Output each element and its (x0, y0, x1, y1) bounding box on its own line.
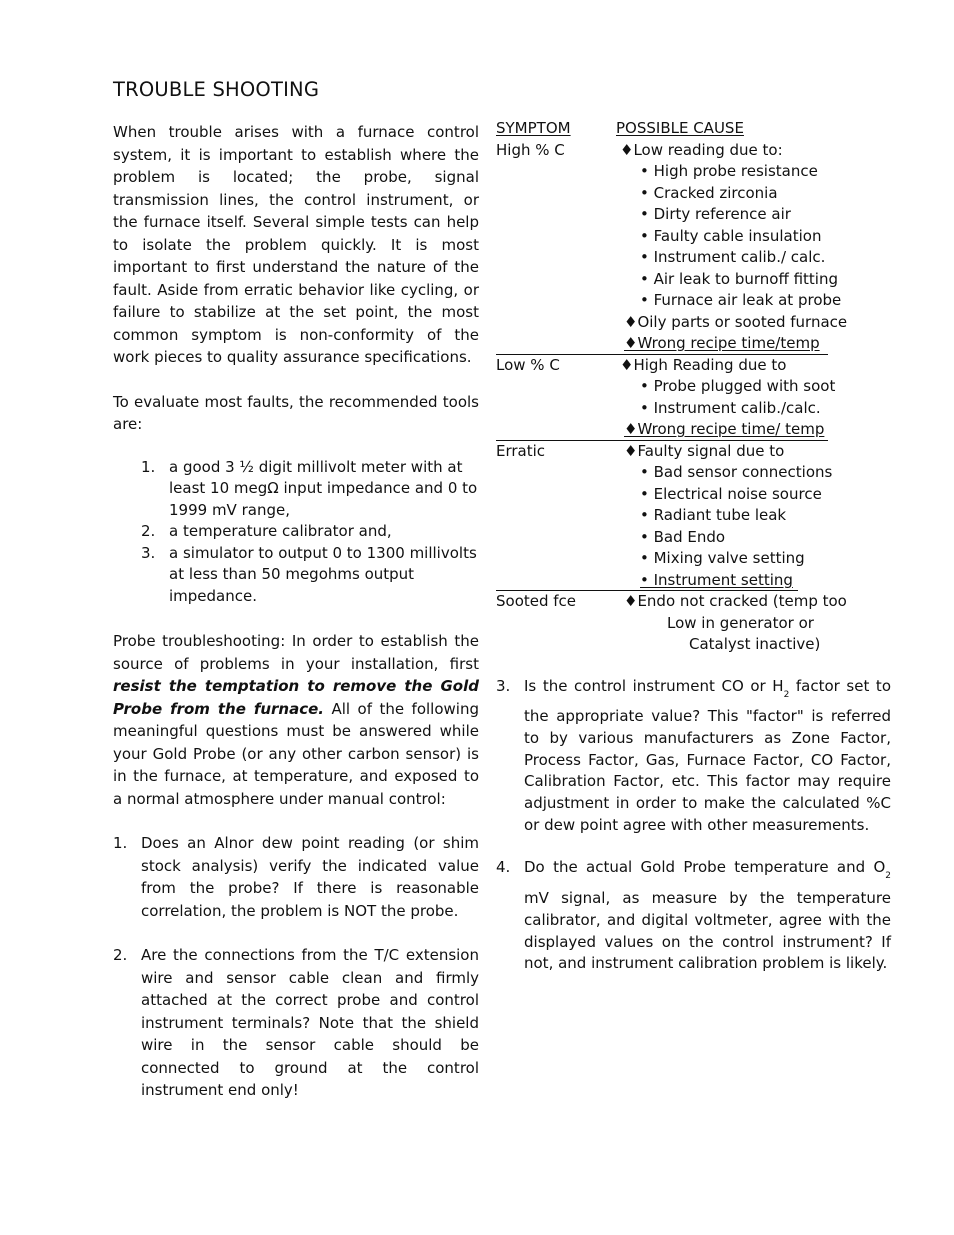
header-cause: POSSIBLE CAUSE (616, 119, 744, 137)
table-row: • Furnace air leak at probe (640, 291, 842, 309)
probe-lead: Probe troubleshooting: (113, 632, 286, 650)
left-column (113, 121, 479, 1102)
table-row: Low % C ♦High Reading due to (496, 355, 787, 374)
table-row: • Faulty cable insulation (640, 226, 822, 245)
table-row: • Instrument setting (496, 570, 891, 592)
table-row: • Mixing valve setting (640, 549, 805, 567)
tools-intro: To evaluate most faults, the recommended tools are: (113, 392, 479, 433)
table-row: • Instrument calib./calc. (640, 398, 821, 417)
symptom-table (496, 118, 891, 656)
table-row: ♦Wrong recipe time/temp (496, 333, 891, 355)
table-row: • Probe plugged with soot (640, 377, 836, 395)
table-row: Low in generator or (667, 613, 814, 632)
list-item: 1. a good 3 ½ digit millivolt meter with at least 10 megΩ input impedance and 0 to 1999 mV range, (141, 457, 478, 519)
question-2: 2. Are the connections from the T/C extension wire and sensor cable clean and firmly attached at the correct probe and control instrument terminals? Note that the shield wire in the sensor cable should be connected to ground at the control instrument end only! (113, 946, 479, 1099)
tools-list (113, 457, 479, 608)
table-row: • Bad Endo (640, 527, 726, 546)
question-3: 3. Is the control instrument CO or $H_2$ factor set to the appropriate value? This "factor" is referred to by various manufacturers as Zone Factor, Process Factor, Gas, Furnace Factor, CO Factor, Calibration Factor, etc. This factor may require adjustment in order to make the calculated %C or dew point agree with other measurements. (496, 676, 891, 834)
header-symptom: SYMPTOM (496, 119, 571, 137)
table-row: • Cracked zirconia (640, 183, 778, 202)
probe-paragraph: Probe troubleshooting: In order to establish the source of problems in your installation, first resist the temptation to remove the Gold Probe from the furnace. All of the following meaningful questions must be answered while your Gold Probe (or any other carbon sensor) is in the furnace, at temperature, and exposed to a normal atmosphere under manual control: (113, 632, 479, 808)
table-row: • Electrical noise source (640, 484, 822, 503)
table-row: ♦Wrong recipe time/ temp (496, 419, 891, 441)
list-item: 3. a simulator to output 0 to 1300 millivolts at less than 50 megohms output impedance. (141, 543, 477, 605)
table-row: • High probe resistance (640, 162, 818, 180)
question-4: 4. Do the actual Gold Probe temperature and $O_2$ mV signal, as measure by the temperature calibrator, and digital voltmeter, agree with the displayed values on the control instrument? If not, and instrument calibration problem is likely. (496, 858, 891, 973)
list-item: 2. a temperature calibrator and, (141, 522, 392, 540)
table-row: • Radiant tube leak (640, 506, 787, 524)
manual-word: manual (327, 789, 384, 808)
table-row: • Instrument calib./ calc. (640, 248, 826, 266)
table-row: Catalyst inactive) (689, 635, 821, 653)
right-column (496, 118, 891, 975)
table-row: High % C ♦Low reading due to: (496, 140, 783, 159)
table-row: Erratic ♦Faulty signal due to (496, 441, 785, 460)
probe-emphasis: resist the temptation to remove the Gold Probe from the furnace. (113, 677, 479, 718)
table-row: • Air leak to burnoff fitting (640, 269, 838, 288)
table-row: ♦Oily parts or sooted furnace (624, 312, 848, 331)
question-1: 1. Does an Alnor dew point reading (or shim stock analysis) verify the indicated value from the probe? If there is reasonable correlation, the problem is NOT the probe. (113, 834, 479, 920)
intro-paragraph: When trouble arises with a furnace control system, it is important to establish where the problem is located; the probe, signal transmission lines, the control instrument, or the furnace itself. Several simple tests can help to isolate the problem quickly. It is most important to first understand the nature of the fault. Aside from erratic behavior like cycling, or failure to stabilize at the set point, the most common symptom is non-conformity of the work pieces to quality assurance specifications. (113, 123, 479, 366)
table-row: • Bad sensor connections (640, 463, 833, 481)
table-header (496, 118, 891, 140)
table-row: Sooted fce ♦Endo not cracked (temp too (496, 592, 847, 610)
page-title: TROUBLE SHOOTING (113, 78, 320, 101)
table-row: • Dirty reference air (640, 205, 791, 223)
